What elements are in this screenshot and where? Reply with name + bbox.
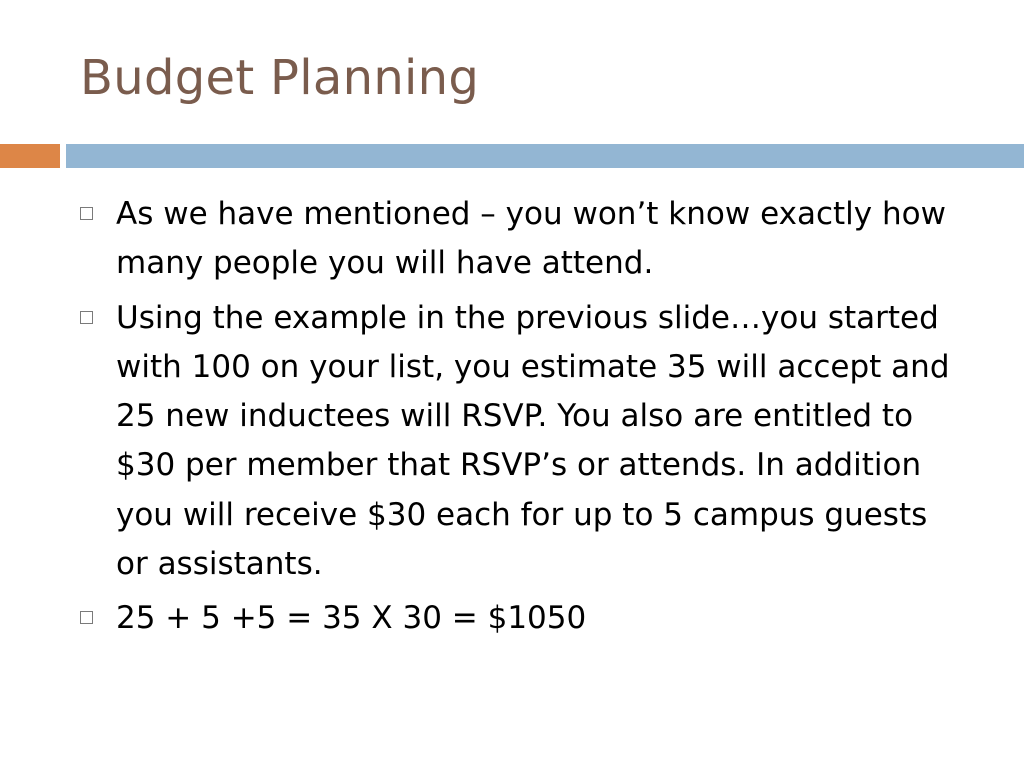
- square-bullet-icon: [80, 611, 93, 624]
- square-bullet-icon: [80, 207, 93, 220]
- bullet-text: Using the example in the previous slide…you started with 100 on your list, you estimate 35 will accept and 25 new inductees will RSVP. You also are entitled to $30 per member that RSVP’s or attends. In addition you will receive $30 each for up to 5 campus guests or assistants.: [116, 299, 950, 583]
- accent-bar-blue: [66, 144, 1024, 168]
- bullet-text: 25 + 5 +5 = 35 X 30 = $1050: [116, 600, 587, 637]
- square-bullet-icon: [80, 311, 93, 324]
- bullet-list: [80, 190, 960, 649]
- bullet-item: [80, 190, 960, 289]
- bullet-item: [80, 594, 960, 643]
- bullet-item: [80, 294, 960, 590]
- bullet-text: As we have mentioned – you won’t know exactly how many people you will have attend.: [116, 196, 946, 282]
- accent-bar-orange: [0, 144, 60, 168]
- slide-title: Budget Planning: [80, 50, 480, 106]
